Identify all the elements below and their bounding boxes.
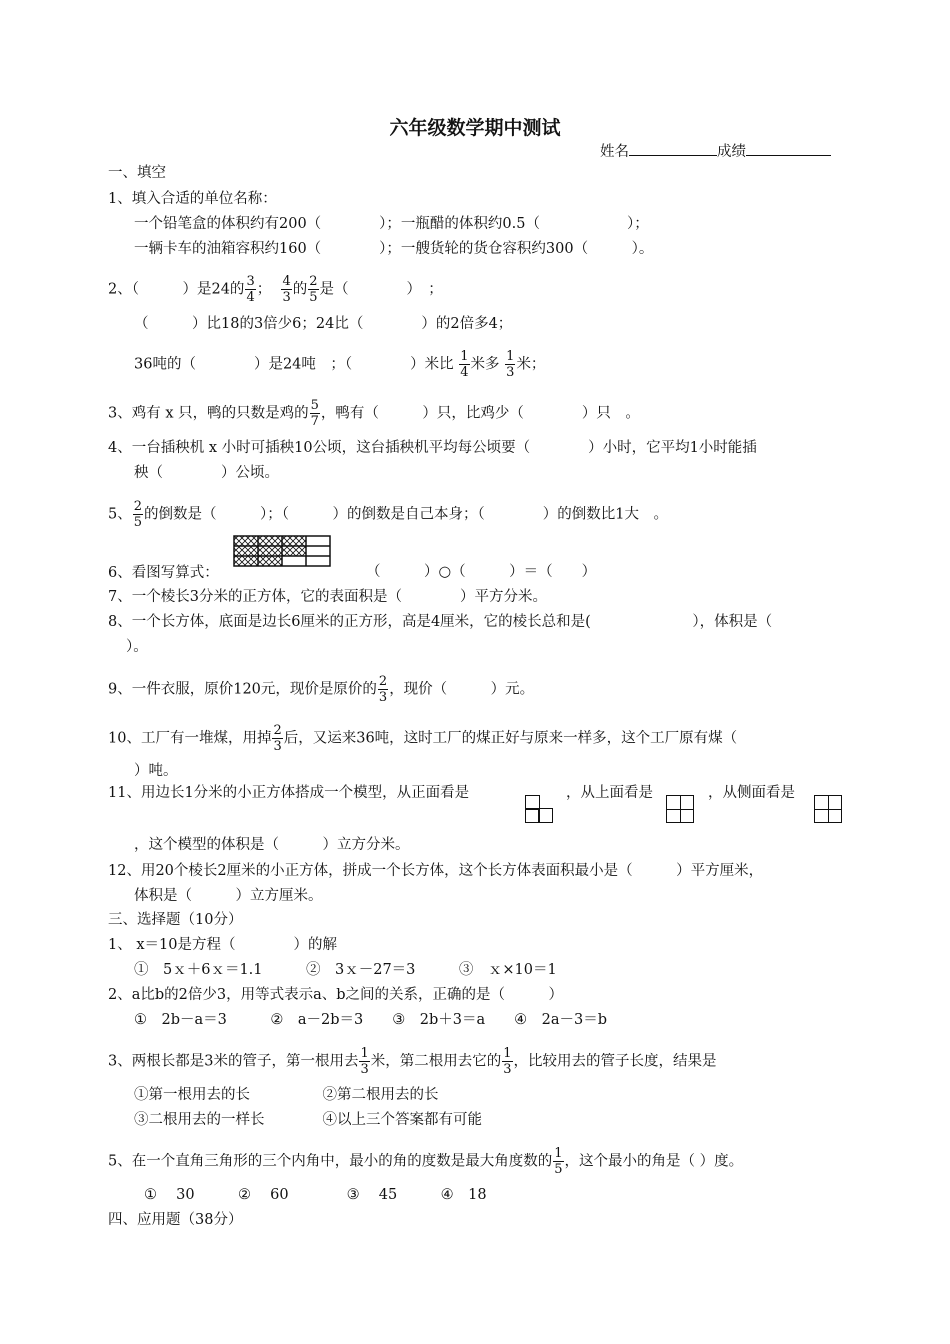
q10-line-2: ）吨。 — [134, 763, 178, 779]
choice-2-question: 2、a比b的2倍少3，用等式表示a、b之间的关系，正确的是（ ） — [108, 987, 564, 1003]
q1-heading: 1、填入合适的单位名称： — [108, 191, 277, 207]
q4-line-1: 4、一台插秧机 x 小时可插秧10公顷，这台插秧机平均每公顷要（ ）小时，它平均1小时能插 — [108, 440, 757, 456]
q5-text-a: 5、 — [108, 506, 132, 523]
section-1-heading: 一、填空 — [108, 165, 166, 181]
c3-text-a: 3、两根长都是3米的管子，第一根用去 — [108, 1053, 359, 1070]
fraction-1-4: $\frac{1}{4}$ — [460, 349, 469, 380]
fraction-2-5: $\frac{2}{5}$ — [133, 499, 143, 530]
fraction-1-3: $\frac{1}{3}$ — [503, 1046, 512, 1077]
q10-text-b: 后，又运来36吨，这时工厂的煤正好与原来一样多，这个工厂原有煤（ — [283, 730, 738, 747]
q3-line — [108, 398, 640, 429]
q8-line-2: ）。 — [126, 639, 148, 655]
fraction-1-5: $\frac{1}{5}$ — [554, 1146, 563, 1177]
c3-text-b: 米，第二根用去它的 — [370, 1053, 502, 1070]
choice-1-question: 1、 x＝10是方程（ ）的解 — [108, 937, 337, 953]
fraction-5-7: $\frac{5}{7}$ — [310, 398, 319, 429]
q9-line — [108, 674, 534, 705]
c5-text-b: ，这个最小的角是（ ）度。 — [564, 1153, 744, 1170]
choice-1-options: ① 5ｘ＋6ｘ＝1.1 ② 3ｘ－27＝3 ③ ｘ×10＝1 — [134, 962, 557, 978]
q2-text-g: 米； — [516, 356, 546, 373]
choice-2-options: ① 2b－a＝3 ② a－2b＝3 ③ 2b＋3＝a ④ 2a－3＝b — [134, 1012, 608, 1028]
score-blank[interactable] — [746, 141, 831, 156]
choice-3-options-2: ③二根用去的一样长 ④以上三个答案都有可能 — [134, 1112, 482, 1128]
name-blank[interactable] — [629, 141, 717, 156]
q3-text-b: ，鸭有（ ）只，比鸡少（ ）只 。 — [320, 405, 640, 422]
c5-text-a: 5、在一个直角三角形的三个内角中，最小的角的度数是最大角度数的 — [108, 1153, 553, 1170]
q2-line-2: （ ）比18的3倍少6；24比（ ）的2倍多4； — [134, 316, 513, 332]
student-info — [600, 141, 831, 161]
q5-line — [108, 499, 668, 530]
q2-text-b: ； — [256, 281, 272, 298]
name-label: 姓名 — [600, 144, 629, 160]
top-view-figure — [666, 795, 694, 823]
q2-line-3 — [134, 349, 545, 380]
fraction-1-3: $\frac{1}{3}$ — [360, 1046, 369, 1077]
choice-3-options-1: ①第一根用去的长 ②第二根用去的长 — [134, 1087, 439, 1103]
q6-label: 6、看图写算式： — [108, 565, 219, 581]
q2-text-a: 2、（ ）是24的 — [108, 281, 245, 298]
c3-text-c: ，比较用去的管子长度，结果是 — [513, 1053, 717, 1070]
q2-text-c: 的 — [292, 281, 308, 298]
fraction-4-3: $\frac{4}{3}$ — [282, 274, 291, 305]
fraction-2-3: $\frac{2}{3}$ — [378, 674, 388, 705]
side-view-figure — [814, 795, 842, 823]
q4-line-2: 秧（ ）公顷。 — [134, 465, 279, 481]
score-label: 成绩 — [717, 144, 746, 160]
fraction-1-3: $\frac{1}{3}$ — [506, 349, 515, 380]
q5-text-b: 的倒数是（ ）；（ ）的倒数是自己本身；（ ）的倒数比1大 。 — [144, 506, 668, 523]
q8-line-1: 8、一个长方体，底面是边长6厘米的正方形，高是4厘米，它的棱长总和是( ），体积是（ — [108, 614, 773, 630]
choice-3-question — [108, 1046, 717, 1077]
choice-5-options: ① 30 ② 60 ③ 45 ④ 18 — [144, 1187, 487, 1203]
choice-5-question — [108, 1146, 743, 1177]
q12-line-1: 12、用20个棱长2厘米的小正方体，拼成一个长方体，这个长方体表面积最小是（ ）平方厘米， — [108, 863, 764, 879]
q6-expression: （ ）○（ ）＝（ ） — [366, 564, 597, 580]
q11-text-c: ，从侧面看是 — [708, 785, 795, 801]
q2-line-1 — [108, 274, 443, 305]
q2-text-d: 是（ ） ； — [319, 281, 443, 298]
q2-text-f: 米多 — [470, 356, 500, 373]
q12-line-2: 体积是（ ）立方厘米。 — [134, 888, 323, 904]
page-title: 六年级数学期中测试 — [389, 117, 561, 139]
fraction-2-5: $\frac{2}{5}$ — [309, 274, 318, 305]
q2-text-e: 36吨的（ ）是24吨 ；（ ）米比 — [134, 356, 454, 373]
q7-line: 7、一个棱长3分米的正方体，它的表面积是（ ）平方分米。 — [108, 589, 547, 605]
q3-text-a: 3、鸡有 x 只，鸭的只数是鸡的 — [108, 405, 309, 422]
q1-line-1: 一个铅笔盒的体积约有200（ ）；一瓶醋的体积约0.5（ ）； — [134, 216, 649, 232]
q11-text-a: 11、用边长1分米的小正方体搭成一个模型，从正面看是 — [108, 785, 470, 801]
q9-text-b: ，现价（ ）元。 — [389, 681, 535, 698]
q9-text-a: 9、一件衣服，原价120元，现价是原价的 — [108, 681, 377, 698]
fraction-3-4: $\frac{3}{4}$ — [246, 274, 255, 305]
fraction-2-3: $\frac{2}{3}$ — [273, 723, 282, 754]
q11-text-b: ，从上面看是 — [566, 785, 653, 801]
section-3-heading: 三、选择题（10分） — [108, 912, 243, 928]
q11-line-2: ，这个模型的体积是（ ）立方分米。 — [134, 837, 410, 853]
q10-line-1 — [108, 723, 737, 754]
hatched-grid-figure — [233, 535, 331, 567]
q10-text-a: 10、工厂有一堆煤，用掉 — [108, 730, 272, 747]
section-4-heading: 四、应用题（38分） — [108, 1212, 243, 1228]
q1-line-2: 一辆卡车的油箱容积约160（ ）；一艘货轮的货仓容积约300（ ）。 — [134, 241, 654, 257]
